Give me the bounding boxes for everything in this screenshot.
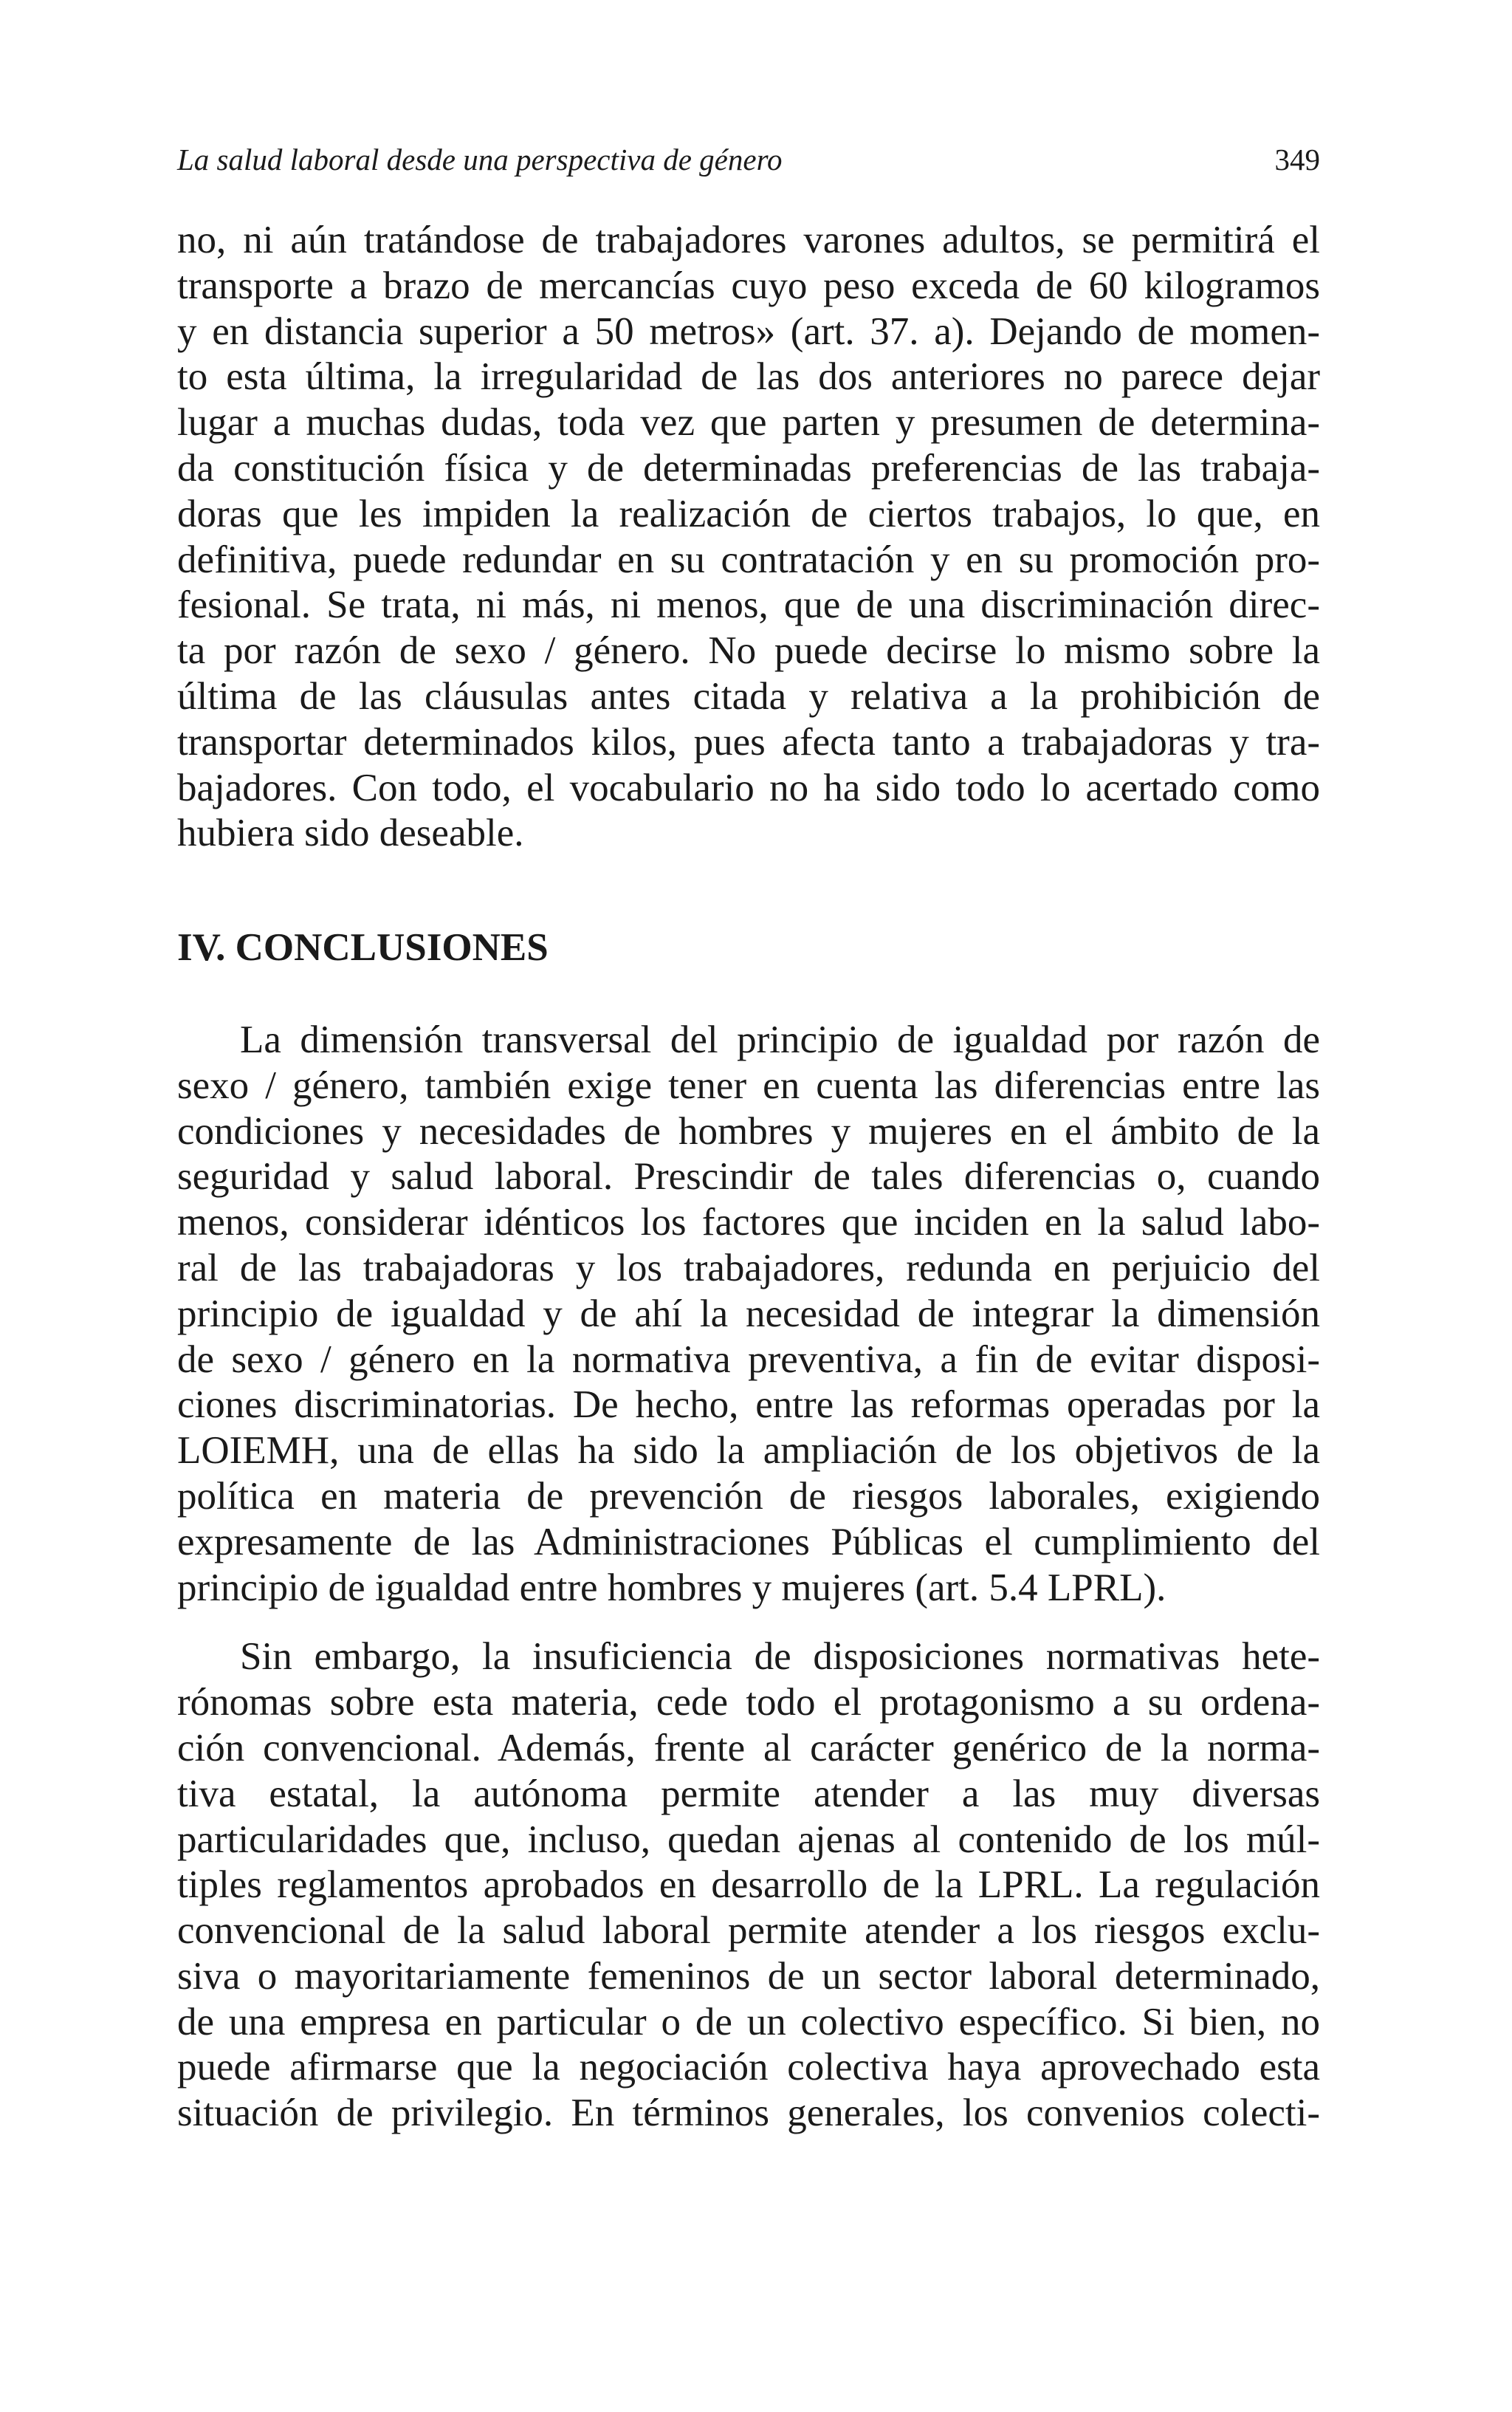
running-head bbox=[177, 139, 1320, 180]
text-line: LOIEMH, una de ellas ha sido la ampliación de los objetivos de la bbox=[177, 1429, 1320, 1473]
text-line: doras que les impiden la realización de ciertos trabajos, lo que, en bbox=[177, 492, 1320, 535]
text-line: tiva estatal, la autónoma permite atender a las muy diversas bbox=[177, 1772, 1320, 1815]
text-line: ción convencional. Además, frente al carácter genérico de la norma- bbox=[177, 1726, 1320, 1769]
text-line: ciones discriminatorias. De hecho, entre las reformas operadas por la bbox=[177, 1383, 1320, 1427]
body-text bbox=[177, 218, 1320, 2137]
text-line: tiples reglamentos aprobados en desarrollo de la LPRL. La regulación bbox=[177, 1863, 1320, 1907]
text-line: última de las cláusulas antes citada y relativa a la prohibición de bbox=[177, 674, 1320, 718]
section-heading: IV. CONCLUSIONES bbox=[177, 926, 549, 970]
text-line: de una empresa en particular o de un colectivo específico. Si bien, no bbox=[177, 2000, 1320, 2043]
text-line: Sin embargo, la insuficiencia de disposiciones normativas hete- bbox=[240, 1635, 1320, 1679]
text-line: menos, considerar idénticos los factores que inciden en la salud labo- bbox=[177, 1201, 1320, 1244]
text-line: bajadores. Con todo, el vocabulario no ha sido todo lo acertado como bbox=[177, 766, 1320, 809]
text-line: de sexo / género en la normativa preventiva, a fin de evitar disposi- bbox=[177, 1337, 1320, 1381]
text-line: lugar a muchas dudas, toda vez que parten y presumen de determina- bbox=[177, 401, 1320, 445]
text-line: no, ni aún tratándose de trabajadores varones adultos, se permitirá el bbox=[177, 219, 1320, 261]
text-line: fesional. Se trata, ni más, ni menos, que de una discriminación direc- bbox=[177, 583, 1320, 627]
section-spacer bbox=[177, 857, 1320, 925]
text-line: to esta última, la irregularidad de las dos anteriores no parece dejar bbox=[177, 355, 1320, 399]
text-line: puede afirmarse que la negociación colectiva haya aprovechado esta bbox=[177, 2046, 1320, 2089]
running-title: La salud laboral desde una perspectiva de género bbox=[177, 143, 783, 177]
text-line: condiciones y necesidades de hombres y mujeres en el ámbito de la bbox=[177, 1109, 1320, 1153]
text-line: da constitución física y de determinadas preferencias de las trabaja- bbox=[177, 446, 1320, 490]
paragraph-continued bbox=[177, 218, 1320, 857]
text-line: transportar determinados kilos, pues afecta tanto a trabajadoras y tra- bbox=[177, 720, 1320, 764]
text-line: sexo / género, también exige tener en cuenta las diferencias entre las bbox=[177, 1063, 1320, 1107]
text-line: transporte a brazo de mercancías cuyo peso exceda de 60 kilogramos bbox=[177, 264, 1320, 307]
text-line: expresamente de las Administraciones Públicas el cumplimiento del bbox=[177, 1520, 1320, 1563]
text-line: La dimensión transversal del principio de igualdad por razón de bbox=[240, 1018, 1320, 1061]
text-line: situación de privilegio. En términos generales, los convenios colecti- bbox=[177, 2091, 1320, 2135]
text-line: y en distancia superior a 50 metros» (art. 37. a). Dejando de momen- bbox=[177, 309, 1320, 353]
text-line: ral de las trabajadoras y los trabajadores, redunda en perjuicio del bbox=[177, 1246, 1320, 1289]
text-line: rónomas sobre esta materia, cede todo el protagonismo a su ordena- bbox=[177, 1681, 1320, 1724]
text-line: particularidades que, incluso, quedan ajenas al contenido de los múl- bbox=[177, 1817, 1320, 1861]
text-line: principio de igualdad entre hombres y mujeres (art. 5.4 LPRL). bbox=[177, 1566, 1166, 1609]
text-line: hubiera sido deseable. bbox=[177, 812, 524, 855]
text-line: convencional de la salud laboral permite atender a los riesgos exclu- bbox=[177, 1909, 1320, 1953]
paragraph-conclusions-1 bbox=[177, 1018, 1320, 1611]
text-line: siva o mayoritariamente femeninos de un sector laboral determinado, bbox=[177, 1954, 1320, 1998]
paragraph-conclusions-2 bbox=[177, 1634, 1320, 2137]
text-line: definitiva, puede redundar en su contratación y en su promoción pro- bbox=[177, 538, 1320, 581]
page-number: 349 bbox=[1274, 143, 1320, 177]
text-line: política en materia de prevención de riesgos laborales, exigiendo bbox=[177, 1474, 1320, 1518]
text-line: seguridad y salud laboral. Prescindir de tales diferencias o, cuando bbox=[177, 1155, 1320, 1199]
text-line: principio de igualdad y de ahí la necesidad de integrar la dimensión bbox=[177, 1292, 1320, 1335]
heading-spacer bbox=[177, 971, 1320, 1018]
text-line: ta por razón de sexo / género. No puede decirse lo mismo sobre la bbox=[177, 629, 1320, 673]
paragraph-spacer bbox=[177, 1611, 1320, 1634]
